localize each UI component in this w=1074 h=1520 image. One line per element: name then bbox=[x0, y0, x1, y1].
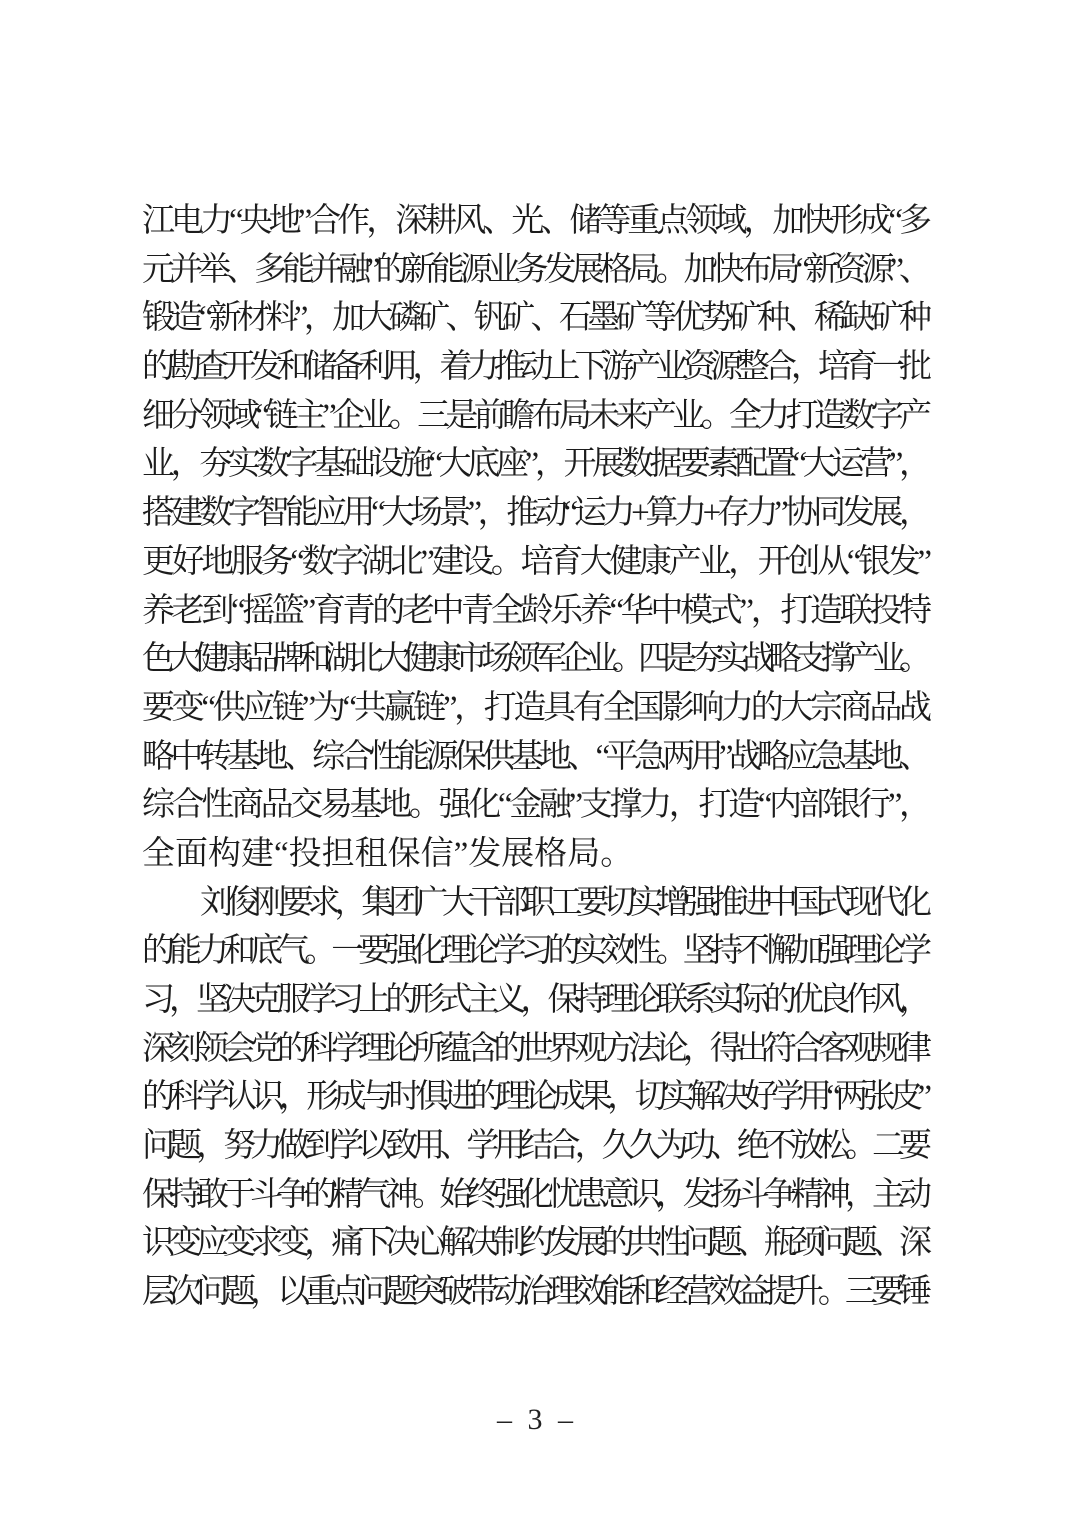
text-line: 的科学认识，形成与时俱进的理论成果，切实解决好学用“两张皮” bbox=[142, 1079, 927, 1116]
text-line: 习，坚决克服学习上的形式主义，保持理论联系实际的优良作风， bbox=[142, 982, 927, 1018]
text-line: 略中转基地、综合性能源保供基地、“平急两用”战略应急基地、 bbox=[142, 738, 928, 775]
text-line: 的能力和底气。一要强化理论学习的实效性。坚持不懈加强理论学 bbox=[142, 933, 927, 970]
text-line: 全面构建“投担租保信”发展格局。 bbox=[142, 835, 634, 872]
text-line: 层次问题，以重点问题突破带动治理效能和经营效益提升。三要锤 bbox=[142, 1274, 927, 1311]
text-line: 元并举、多能并融”的新能源业务发展格局。加快布局“新资源”、 bbox=[142, 251, 927, 288]
text-line: 搭建数字智能应用“大场景”，推动“运力+算力+存力”协同发展， bbox=[142, 495, 928, 532]
text-line: 深刻领会党的科学理论所蕴含的世界观方法论，得出符合客观规律 bbox=[142, 1030, 927, 1067]
text-line: 色大健康品牌和湖北大健康市场领军企业。四是夯实战略支撑产业。 bbox=[142, 641, 926, 678]
text-line: 识变应变求变，痛下决心解决制约发展的共性问题、瓶颈问题、深 bbox=[142, 1225, 927, 1262]
text-line: 细分领域“链主”企业。三是前瞻布局未来产业。全力打造数字产 bbox=[142, 397, 928, 434]
body-text bbox=[142, 197, 932, 1317]
text-line: 更好地服务“数字湖北”建设。培育大健康产业，开创从“银发” bbox=[142, 543, 929, 580]
text-line: 要变“供应链”为“共赢链”，打造具有全国影响力的大宗商品战 bbox=[142, 689, 929, 726]
text-line: 综合性商品交易基地。强化“金融”支撑力，打造“内部银行”， bbox=[142, 787, 929, 824]
text-line: 的勘查开发和储备利用，着力推动上下游产业资源整合，培育一批 bbox=[142, 349, 927, 386]
text-line: 业，夯实数字基础设施“大底座”，开展数据要素配置“大运营”， bbox=[142, 446, 928, 483]
text-line: 保持敢于斗争的精气神。始终强化忧患意识，发扬斗争精神，主动 bbox=[142, 1176, 927, 1213]
page-number: – 3 – bbox=[497, 1403, 577, 1436]
text-line: 刘俊刚要求，集团广大干部职工要切实增强推进中国式现代化 bbox=[200, 884, 926, 921]
text-line: 锻造“新材料”，加大磷矿、钒矿、石墨矿等优势矿种、稀缺矿种 bbox=[142, 300, 928, 337]
text-line: 江电力“央地”合作，深耕风、光、储等重点领域，加快形成“多 bbox=[142, 203, 928, 239]
text-line: 问题，努力做到学以致用、学用结合，久久为功、绝不放松。二要 bbox=[142, 1128, 927, 1165]
text-line: 养老到“摇篮”育青的老中青全龄乐养“华中模式”，打造联投特 bbox=[142, 592, 929, 629]
